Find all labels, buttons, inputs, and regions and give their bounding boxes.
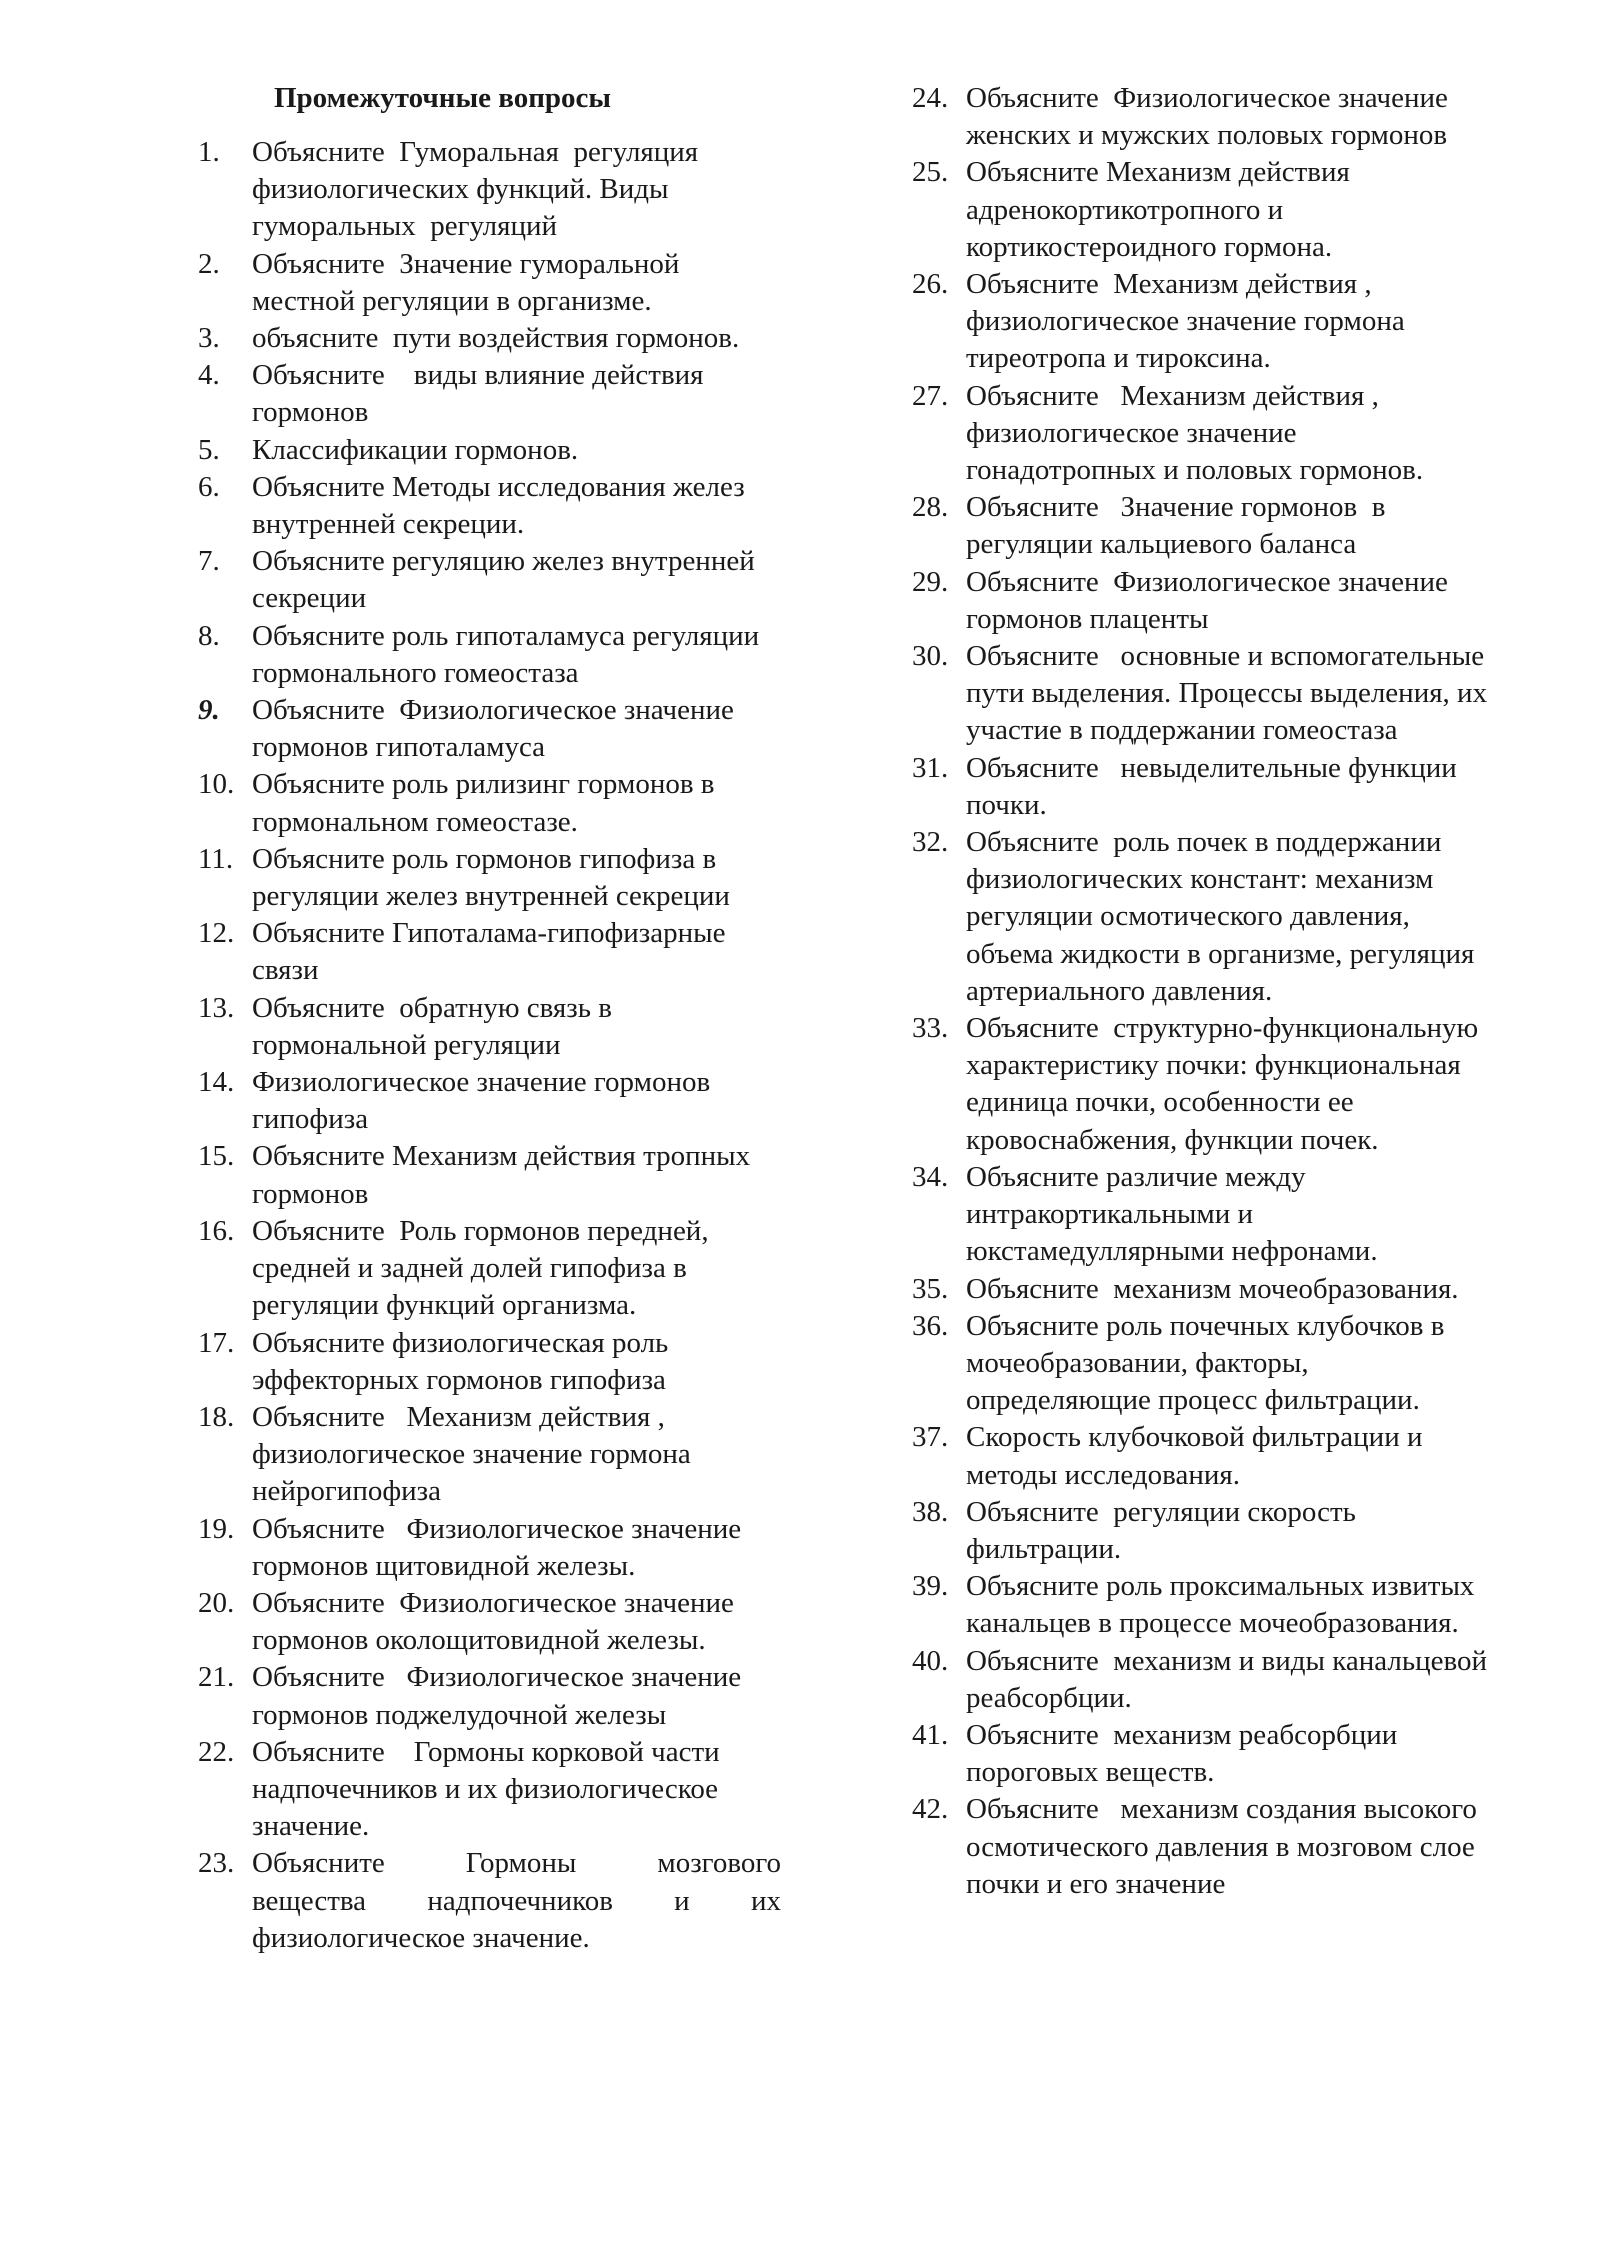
item-text: Объясните роль гормонов гипофиза в регуляции желез внутренней секреции: [252, 842, 730, 913]
item-text: Объясните Механизм действия адренокортикотропного и кортикостероидного гормона.: [966, 156, 1358, 263]
item-number: 35.: [912, 1272, 949, 1305]
item-number: 29.: [912, 565, 949, 598]
item-number: 36.: [912, 1309, 949, 1342]
item-number: 16.: [198, 1214, 235, 1247]
list-item: [910, 1791, 1490, 1903]
list-item: [910, 1494, 1490, 1568]
right-column: [910, 80, 1509, 1903]
list-item: [196, 134, 781, 246]
list-item: [910, 489, 1490, 563]
item-text: Объясните различие между интракортикальными и юкстамедуллярными нефронами.: [966, 1160, 1378, 1268]
item-text: Скорость клубочковой фильтрации и методы исследования.: [966, 1421, 1430, 1491]
item-number: 27.: [912, 379, 949, 412]
item-number: 25.: [912, 156, 949, 189]
item-number: 8.: [198, 619, 220, 652]
item-number: 21.: [198, 1661, 235, 1694]
item-number: 2.: [198, 247, 220, 280]
item-text: Объясните роль рилизинг гормонов в гормональном гомеостазе.: [252, 768, 722, 838]
list-item: [196, 1213, 781, 1325]
item-text: Объясните роль гипоталамуса регуляции гормонального гомеостаза: [252, 619, 767, 689]
item-text: Объясните Гормоны корковой части надпочечников и их физиологическое значение.: [252, 1735, 735, 1843]
list-item: [196, 543, 781, 617]
item-text: Объясните Гуморальная регуляция физиологических функций. Виды гуморальных регуляций: [252, 136, 706, 243]
question-list-left: [196, 134, 789, 1957]
list-item: [910, 1308, 1490, 1420]
item-text: Объясните Физиологическое значение гормонов плаценты: [966, 565, 1456, 635]
left-column: [196, 80, 789, 1957]
list-item: [196, 1511, 781, 1585]
item-text: Объясните Роль гормонов передней, средней и задней долей гипофиза в регуляции функций организма.: [252, 1214, 716, 1322]
item-number: 4.: [198, 359, 220, 392]
item-number: 30.: [912, 640, 949, 673]
item-text: Объясните механизм реабсорбции пороговых веществ.: [966, 1718, 1405, 1789]
list-item: [910, 750, 1490, 824]
list-item: [196, 766, 781, 840]
item-text: Объясните структурно-функциональную характеристику почки: функциональная единица почки, особенности ее кровоснабжения, функции почек.: [966, 1012, 1486, 1156]
item-text: Объясните роль проксимальных извитых канальцев в процессе мочеобразования.: [966, 1570, 1482, 1640]
item-number: 15.: [198, 1140, 235, 1173]
list-item: [910, 638, 1509, 750]
list-item: [910, 1159, 1490, 1271]
item-number: 34.: [912, 1160, 949, 1193]
item-text: Объясните Значение гуморальной местной регуляции в организме.: [252, 247, 687, 317]
item-text: Объясните Методы исследования желез внутренней секреции.: [252, 470, 752, 541]
list-item: [196, 432, 781, 469]
list-item: [910, 1717, 1490, 1791]
item-text: Объясните основные и вспомогательные пути выделения. Процессы выделения, их участие в поддержании гомеостаза: [966, 640, 1509, 747]
list-item: [196, 1138, 781, 1212]
item-text: Объясните Механизм действия , физиологическое значение гормона нейрогипофиза: [252, 1400, 698, 1508]
item-number: 14.: [198, 1066, 235, 1099]
list-item: [196, 320, 781, 357]
item-number: 17.: [198, 1326, 235, 1359]
list-item: [910, 154, 1490, 266]
item-number: 22.: [198, 1735, 235, 1768]
list-item: [196, 841, 781, 915]
list-item: [910, 1568, 1490, 1642]
item-text: Объясните невыделительные функции почки.: [966, 751, 1465, 821]
item-text: Объясните Значение гормонов в регуляции кальциевого баланса: [966, 491, 1393, 561]
list-item: [196, 1659, 781, 1733]
list-item: [196, 1734, 781, 1846]
item-number: 7.: [198, 545, 220, 578]
list-item: [196, 1325, 781, 1399]
item-text: Объясните Физиологическое значение женских и мужских половых гормонов: [966, 82, 1456, 152]
item-number: 10.: [198, 768, 235, 801]
item-text: Объясните Механизм действия , физиологическое значение гонадотропных и половых гормонов.: [966, 379, 1424, 487]
list-item: [196, 1845, 789, 1957]
list-item: [910, 1643, 1495, 1717]
item-text: Объясните Механизм действия , физиологическое значение гормона тиреотропа и тироксина.: [966, 268, 1412, 375]
item-number: 33.: [912, 1012, 949, 1045]
item-text: Объясните роль почек в поддержании физиологических констант: механизм регуляции осмотического давления, объема жидкости в организме, регуляция артериального давления.: [966, 826, 1482, 1007]
item-number: 18.: [198, 1400, 235, 1433]
list-item: [196, 618, 781, 692]
item-text: Объясните механизм и виды канальцевой реабсорбции.: [966, 1644, 1495, 1714]
item-text: Объясните Механизм действия тропных гормонов: [252, 1140, 758, 1210]
item-number: 12.: [198, 917, 235, 950]
list-item: [196, 246, 781, 320]
item-text: Объясните обратную связь в гормональной регуляции: [252, 991, 620, 1061]
list-item: [910, 80, 1490, 154]
list-item: [910, 1010, 1490, 1159]
question-list-right: [910, 80, 1509, 1903]
list-item: [196, 469, 781, 543]
item-number: 11.: [198, 842, 234, 875]
item-number: 26.: [912, 268, 949, 301]
list-item: [196, 1064, 781, 1138]
list-item: [196, 692, 781, 766]
item-text: Объясните регуляцию желез внутренней секреции: [252, 545, 762, 615]
item-text: Объясните роль почечных клубочков в мочеобразовании, факторы, определяющие процесс фильтрации.: [966, 1309, 1452, 1417]
item-text: Объясните Физиологическое значение гормонов гипоталамуса: [252, 694, 742, 764]
item-number: 31.: [912, 751, 949, 784]
item-text: Объясните виды влияние действия гормонов: [252, 359, 711, 429]
list-item: [910, 564, 1490, 638]
item-text: Объясните регуляции скорость фильтрации.: [966, 1495, 1364, 1565]
item-text: объясните пути воздействия гормонов.: [252, 322, 740, 355]
item-number: 24.: [912, 82, 949, 114]
page-title: Промежуточные вопросы: [274, 82, 612, 114]
list-item: [910, 824, 1490, 1010]
list-item: [196, 915, 781, 989]
list-item: [910, 1419, 1490, 1493]
item-text: Объясните механизм создания высокого осмотического давления в мозговом слое почки и его значение: [966, 1793, 1485, 1900]
item-text: Объясните физиологическая роль эффекторных гормонов гипофиза: [252, 1326, 676, 1396]
item-number: 39.: [912, 1570, 949, 1603]
item-text: Объясните Физиологическое значение гормонов щитовидной железы.: [252, 1512, 749, 1582]
item-text: Объясните механизм мочеобразования.: [966, 1272, 1459, 1305]
item-text: Объясните Физиологическое значение гормонов поджелудочной железы: [252, 1661, 749, 1731]
item-text: Объясните Физиологическое значение гормонов околощитовидной железы.: [252, 1586, 742, 1657]
list-item: [910, 1271, 1490, 1308]
item-number: 41.: [912, 1718, 949, 1751]
item-number: 38.: [912, 1495, 949, 1528]
item-number: 28.: [912, 491, 949, 524]
item-number: 6.: [198, 470, 220, 503]
list-item: [196, 357, 781, 431]
list-item: [910, 266, 1490, 378]
item-number: 42.: [912, 1793, 949, 1826]
item-number: 1.: [198, 136, 220, 168]
item-text: Классификации гормонов.: [252, 433, 579, 466]
item-number: 19.: [198, 1512, 235, 1545]
item-text: Физиологическое значение гормонов гипофиза: [252, 1066, 718, 1136]
item-number: 9.: [198, 694, 220, 727]
item-number: 40.: [912, 1644, 949, 1677]
item-text: Объясните Гормоны мозгового вещества надпочечников и их физиологическое значение.: [252, 1847, 789, 1954]
item-number: 23.: [198, 1847, 235, 1880]
item-number: 20.: [198, 1586, 235, 1619]
list-item: [196, 1399, 781, 1511]
item-number: 13.: [198, 991, 235, 1024]
item-number: 5.: [198, 433, 220, 466]
item-text: Объясните Гипоталама-гипофизарные связи: [252, 917, 733, 987]
list-item: [196, 1585, 781, 1659]
item-number: 3.: [198, 322, 220, 355]
list-item: [910, 378, 1490, 490]
item-number: 37.: [912, 1421, 949, 1454]
list-item: [196, 990, 781, 1064]
item-number: 32.: [912, 826, 949, 859]
